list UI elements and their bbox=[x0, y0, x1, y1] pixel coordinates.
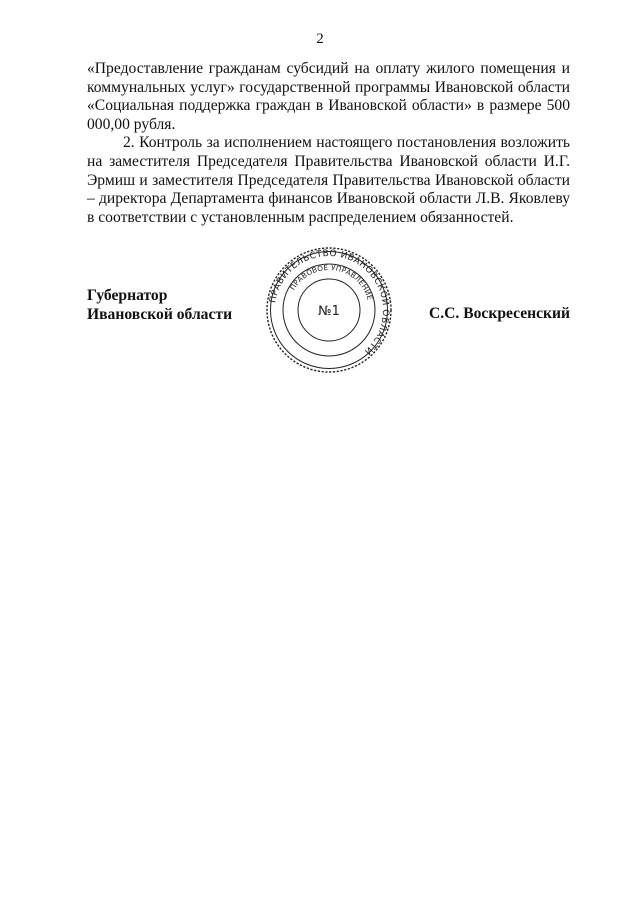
seal-graphic bbox=[265, 246, 393, 374]
signatory-title-line1: Губернатор bbox=[87, 287, 168, 304]
signatory-name: С.С. Воскресенский bbox=[429, 305, 570, 322]
paragraph-control-clause: 2. Контроль за исполнением настоящего постановления возложить на заместителя Председателя Правительства Ивановской области И.Г. Эрмиш и заместителя Председателя Правительства Ивановской области – директора Департамента финансов Ивановской области Л.В. Яковлеву в соответствии с установленным распределением обязанностей. bbox=[87, 134, 570, 226]
seal-outer-text: ПРАВИТЕЛЬСТВО ИВАНОВСКОЙ ОБЛАСТИ bbox=[268, 248, 391, 357]
document-body bbox=[87, 60, 570, 227]
paragraph-continuation: «Предоставление гражданам субсидий на оплату жилого помещения и коммунальных услуг» государственной программы Ивановской области «Социальная поддержка граждан в Ивановской области» в размере 500 000,00 рубля. bbox=[87, 60, 570, 133]
seal-inner-text: ПРАВОВОЕ УПРАВЛЕНИЕ bbox=[287, 262, 375, 302]
signatory-title-line2: Ивановской области bbox=[87, 305, 233, 323]
page-number: 2 bbox=[316, 31, 324, 47]
seal-number: №1 bbox=[318, 304, 340, 319]
official-seal bbox=[265, 246, 393, 374]
signatory-title bbox=[87, 287, 232, 324]
